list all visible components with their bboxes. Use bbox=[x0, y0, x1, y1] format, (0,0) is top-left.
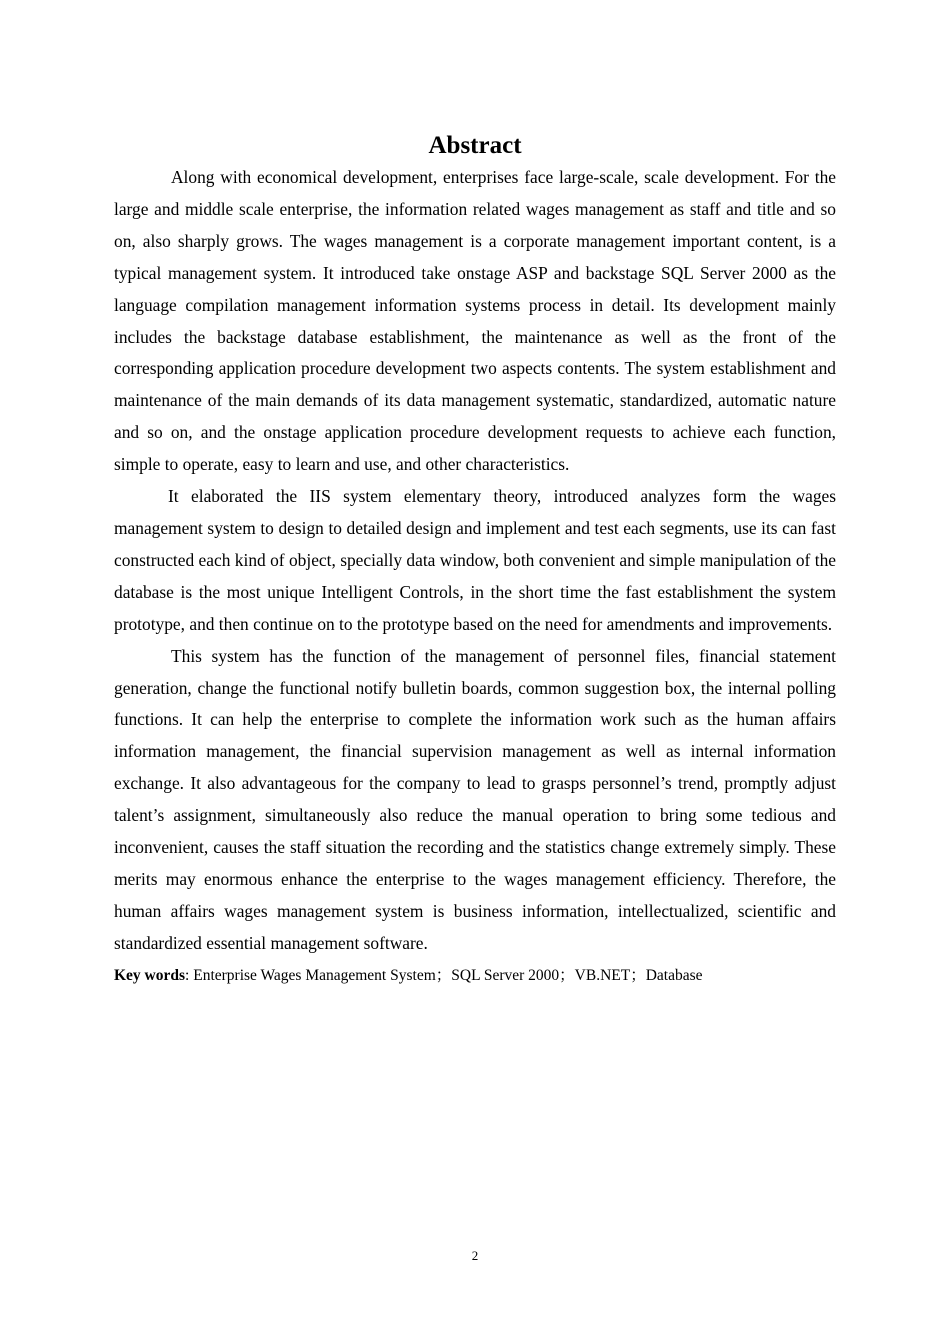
abstract-title: Abstract bbox=[428, 132, 522, 159]
abstract-body bbox=[114, 162, 836, 992]
keywords-line bbox=[114, 960, 836, 992]
abstract-paragraph-2: It elaborated the IIS system elementary theory, introduced analyzes form the wages management system to design to detailed design and implement and test each segments, use its can fast constructed each kind of object, specially data window, both convenient and simple manipulation of the database is the most unique Intelligent Controls, in the short time the fast establishment the system prototype, and then continue on to the prototype based on the need for amendments and improvements. bbox=[114, 486, 836, 634]
abstract-paragraph-1: Along with economical development, enterprises face large-scale, scale development. For the large and middle scale enterprise, the information related wages management as staff and title and so on, also sharply grows. The wages management is a corporate management important content, is a typical management system. It introduced take onstage ASP and backstage SQL Server 2000 as the language compilation management information systems process in detail. Its development mainly includes the backstage database establishment, the maintenance as well as the front of the corresponding application procedure development two aspects contents. The system establishment and maintenance of the main demands of its data management systematic, standardized, automatic nature and so on, and the onstage application procedure development requests to achieve each function, simple to operate, easy to learn and use, and other characteristics. bbox=[114, 167, 836, 475]
keywords-text: : Enterprise Wages Management System；SQL Server 2000；VB.NET；Database bbox=[185, 966, 703, 984]
keywords-label: Key words bbox=[114, 966, 186, 984]
page-number: 2 bbox=[471, 1248, 479, 1263]
abstract-paragraph-3: This system has the function of the management of personnel files, financial statement generation, change the functional notify bulletin boards, common suggestion box, the internal polling functions. It can help the enterprise to complete the information work such as the human affairs information management, the financial supervision management as well as internal information exchange. It also advantageous for the company to lead to grasps personnel’s trend, promptly adjust talent’s assignment, simultaneously also reduce the manual operation to bring some tedious and inconvenient, causes the staff situation the recording and the statistics change extremely simply. These merits may enormous enhance the enterprise to the wages management efficiency. Therefore, the human affairs wages management system is business information, intellectualized, scientific and standardized essential management software. bbox=[114, 645, 836, 953]
